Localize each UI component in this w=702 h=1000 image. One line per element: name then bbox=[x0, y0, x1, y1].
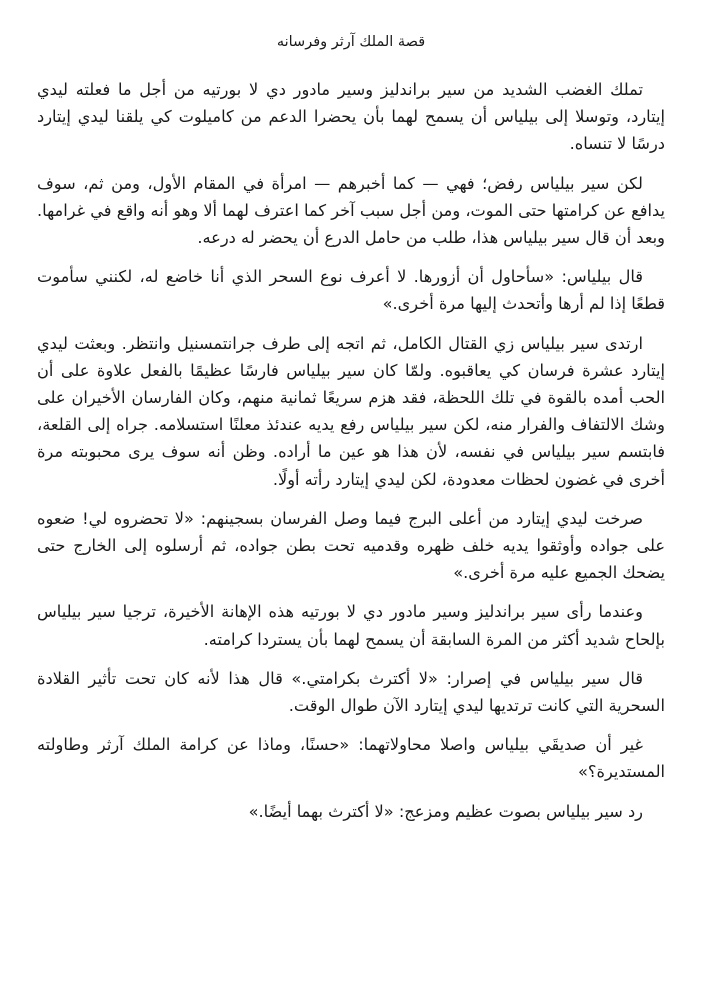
paragraph: قال بيلياس: «سأحاول أن أزورها. لا أعرف نوع السحر الذي أنا خاضع له، لكنني سأموت قطعًا إذا لم أرها وأتحدث إليها مرة أخرى.» bbox=[37, 267, 665, 314]
paragraph: وعندما رأى سير براندليز وسير مادور دي لا بورتيه هذه الإهانة الأخيرة، ترجيا سير بيلياس بإلحاح شديد أكثر من المرة السابقة أن يسمح لهما بأن يستردا كرامته. bbox=[37, 602, 665, 649]
paragraph: ارتدى سير بيلياس زي القتال الكامل، ثم اتجه إلى طرف جرانتمسنيل وانتظر. وبعثت ليدي إيتارد عشرة فرسان كي يعاقبوه. ولمّا كان سير بيلياس فارسًا عظيمًا بالفعل علاوة على أن الحب أمده بالقوة في تلك اللحظة، فقد هزم سريعًا ثمانية منهم، وكان الفارسان الأخيران على وشك الالتفاف والفرار منه، لكن سير بيلياس رفع يديه عندئذ معلنًا استسلامه. جراه إلى القلعة، فابتسم سير بيلياس في نفسه، لأن هذا هو عين ما أراده. وظن أنه سوف يرى محبوبته مرة أخرى في غضون لحظات معدودة، لكن ليدي إيتارد رأته أولًا. bbox=[37, 333, 665, 489]
paragraph: تملك الغضب الشديد من سير براندليز وسير مادور دي لا بورتيه من أجل ما فعلته ليدي إيتارد، وتوسلا إلى بيلياس أن يسمح لهما بأن يحضرا الدعم من كاميلوت كي يلقنا ليدي إيتارد درسًا لا تنساه. bbox=[37, 80, 665, 154]
body-text bbox=[37, 76, 665, 837]
paragraph: غير أن صديقَي بيلياس واصلا محاولاتهما: «حسنًا، وماذا عن كرامة الملك آرثر وطاولته المستديرة؟» bbox=[37, 735, 665, 782]
paragraph: صرخت ليدي إيتارد من أعلى البرج فيما وصل الفرسان بسجينهم: «لا تحضروه لي! ضعوه على جواده وأوثقوا يديه خلف ظهره وقدميه تحت بطن جواده، ثم أرسلوه إلى الخارج حتى يضحك الجميع عليه مرة أخرى.» bbox=[37, 508, 665, 583]
paragraph: لكن سير بيلياس رفض؛ فهي — كما أخبرهم — امرأة في المقام الأول، ومن ثم، سوف يدافع عن كرامتها حتى الموت، ومن أجل سبب آخر كما اعترف لهما ألا وهو أنه واقع في غرامها. وبعد أن قال سير بيلياس هذا، طلب من حامل الدرع أن يحضر له درعه. bbox=[37, 173, 665, 248]
paragraph: رد سير بيلياس بصوت عظيم ومزعج: «لا أكترث بهما أيضًا.» bbox=[248, 801, 643, 821]
paragraph: قال سير بيلياس في إصرار: «لا أكترث بكرامتي.» قال هذا لأنه كان تحت تأثير القلادة السحرية التي كانت ترتديها ليدي إيتارد الآن طوال الوقت. bbox=[37, 668, 665, 716]
running-header-title: قصة الملك آرثر وفرسانه bbox=[276, 34, 426, 50]
